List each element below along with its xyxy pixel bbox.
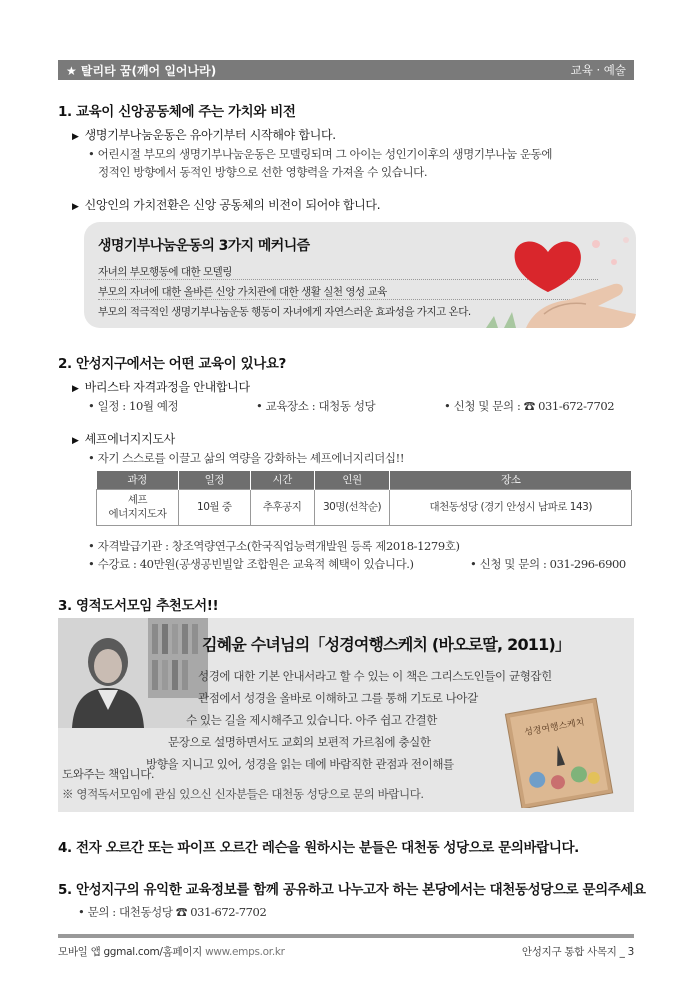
table-cell: 셰프 에너지지도자 [97, 489, 179, 525]
table-header: 일정 [178, 471, 250, 489]
hand-heart-illustration [486, 222, 636, 328]
barista-contact: • 신청 및 문의 : ☎ 031-672-7702 [444, 399, 615, 413]
table-header: 인원 [314, 471, 390, 489]
phone-icon: ☎ [523, 399, 535, 413]
barista-place: • 교육장소 : 대청동 성당 [256, 399, 376, 413]
book-cover-title: 성경여행스케치 [523, 717, 586, 739]
table-header: 과정 [97, 471, 179, 489]
section4-title: 4. 전자 오르간 또는 파이프 오르간 레슨을 원하시는 분들은 대천동 성당으로 문의바랍니다. [58, 840, 579, 856]
mechanism-item: 부모의 자녀에 대한 올바른 신앙 가치관에 대한 생활 실천 영성 교육 [98, 286, 387, 298]
barista-sub: ▶ 바리스타 자격과정을 안내합니다 [72, 380, 250, 394]
book-body-line: 수 있는 길을 제시해주고 있습니다. 아주 쉽고 간결한 [186, 713, 437, 727]
footer-left: 모바일 앱 ggmal.com/홈페이지 www.emps.or.kr [58, 946, 285, 958]
chef-contact: • 신청 및 문의 : 031-296-6900 [470, 557, 626, 571]
book-note: ※ 영적독서모임에 관심 있으신 신자분들은 대천동 성당으로 문의 바랍니다. [62, 787, 424, 801]
table-cell: 추후공지 [250, 489, 314, 525]
footer-divider [58, 934, 634, 938]
section5-contact: • 문의 : 대천동성당 ☎ 031-672-7702 [78, 905, 267, 919]
header-title: ★ 탈리타 꿈(깨어 일어나라) [66, 63, 217, 78]
section1-body-line1: • 어린시절 부모의 생명기부나눔운동은 모델링되며 그 아이는 성인기이후의 생명기부나눔 운동에 [88, 147, 553, 161]
mechanism-item: 부모의 적극적인 생명기부나눔운동 행동이 자녀에게 자연스러운 효과성을 가지고 온다. [98, 306, 471, 318]
table-header: 시간 [250, 471, 314, 489]
book-recommend-box [58, 618, 634, 812]
chef-sub: ▶ 셰프에너지지도사 [72, 432, 175, 446]
section5-title: 5. 안성지구의 유익한 교육정보를 함께 공유하고 나누고자 하는 본당에서는 대천동성당으로 문의주세요 [58, 882, 646, 898]
chef-desc: • 자기 스스로를 이끌고 삶의 역량을 강화하는 셰프에너지리더십!! [88, 451, 405, 465]
mechanism-box [84, 222, 636, 328]
homepage-link[interactable]: www.emps.or.kr [205, 946, 285, 958]
header-bar [58, 60, 634, 80]
table-cell: 10월 중 [178, 489, 250, 525]
book-body-line: 관점에서 성경을 올바로 이해하고 그를 통해 기도로 나아갈 [198, 691, 478, 705]
section2-title: 2. 안성지구에서는 어떤 교육이 있나요? [58, 356, 286, 372]
book-body-line: 방향을 지니고 있어, 성경을 읽는 데에 바람직한 관점과 전이해를 [146, 757, 454, 771]
triangle-bullet-icon: ▶ [72, 132, 79, 142]
section3-title: 3. 영적도서모임 추천도서!! [58, 598, 219, 614]
book-heading: 김혜윤 수녀님의「성경여행스케치 (바오로딸, 2011)」 [202, 635, 571, 654]
triangle-bullet-icon: ▶ [72, 384, 79, 394]
section1-sub1: ▶ 생명기부나눔운동은 유아기부터 시작해야 합니다. [72, 128, 336, 142]
book-body-line: 문장으로 설명하면서도 교회의 보편적 가르침에 충실한 [168, 735, 431, 749]
phone-icon: ☎ [175, 905, 187, 919]
barista-schedule: • 일정 : 10월 예정 [88, 399, 179, 413]
header-category: 교육 · 예술 [570, 63, 626, 77]
mechanism-title: 생명기부나눔운동의 3가지 메커니즘 [98, 238, 310, 254]
book-body-line: 성경에 대한 기본 안내서라고 할 수 있는 이 책은 그리스도인들이 균형잡힌 [198, 669, 552, 683]
book-cover [496, 688, 616, 808]
table-header: 장소 [390, 471, 632, 489]
chef-issuer: • 자격발급기관 : 창조역량연구소(한국직업능력개발원 등록 제2018-1279호) [88, 539, 460, 553]
section1-title: 1. 교육이 신앙공동체에 주는 가치와 비전 [58, 104, 296, 120]
table-header-row [97, 471, 632, 489]
chef-fee: • 수강료 : 40만원(공생공빈빌알 조합원은 교육적 혜택이 있습니다.) [88, 557, 414, 571]
book-body-line: 도와주는 책입니다. [62, 767, 155, 781]
triangle-bullet-icon: ▶ [72, 436, 79, 446]
section1-body-line2: 정적인 방향에서 동적인 방향으로 선한 영향력을 가져올 수 있습니다. [98, 165, 428, 179]
mechanism-item: 자녀의 부모행동에 대한 모델링 [98, 266, 232, 278]
course-table [96, 471, 632, 526]
table-cell: 대천동성당 (경기 안성시 남파로 143) [390, 489, 632, 525]
section1-sub2: ▶ 신앙인의 가치전환은 신앙 공동체의 비전이 되어야 합니다. [72, 198, 381, 212]
footer-page-number: 안성지구 통합 사목지 _ 3 [521, 946, 634, 958]
triangle-bullet-icon: ▶ [72, 202, 79, 212]
table-row [97, 489, 632, 525]
table-cell: 30명(선착순) [314, 489, 390, 525]
